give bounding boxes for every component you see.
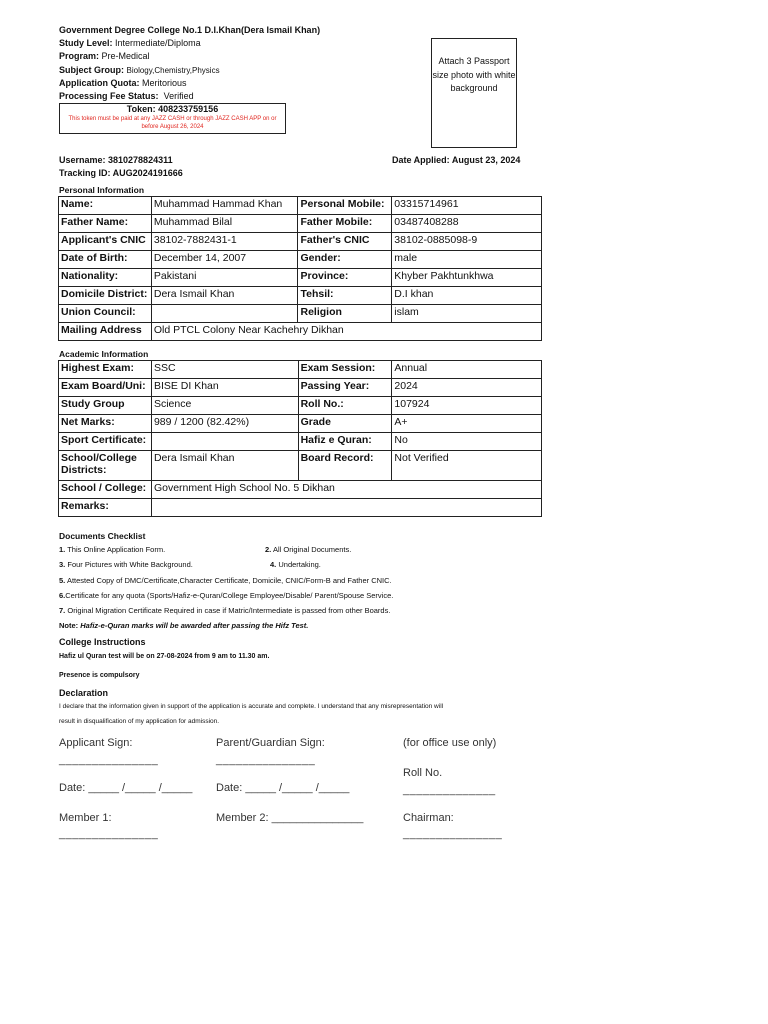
field-value: Annual (392, 361, 542, 379)
field-value: December 14, 2007 (151, 251, 298, 269)
field-label: Union Council: (59, 305, 152, 323)
field-value: A+ (392, 415, 542, 433)
photo-placeholder: Attach 3 Passport size photo with white background (431, 38, 517, 148)
field-label: Exam Session: (298, 361, 392, 379)
field-value: SSC (151, 361, 298, 379)
academic-info-table (58, 360, 542, 517)
username: Username: 3810278824311 (59, 155, 173, 165)
field-value: 38102-7882431-1 (151, 233, 298, 251)
personal-info-title: Personal Information (59, 185, 145, 195)
table-row (59, 499, 542, 517)
mailing-label: Mailing Address (59, 323, 152, 341)
token-title: Token: 408233759156 (126, 104, 219, 114)
table-row (59, 379, 542, 397)
field-value (151, 305, 298, 323)
checklist-item-6: 6.Certificate for any quota (Sports/Hafiz-e-Quran/College Employee/Disable/ Parent/Spouse Service. (59, 591, 394, 600)
checklist-item-7: 7. Original Migration Certificate Required in case if Matric/Intermediate is passed from other Boards. (59, 606, 391, 615)
field-value: 989 / 1200 (82.42%) (151, 415, 298, 433)
field-value: islam (392, 305, 542, 323)
member-1-label: Member 1: (59, 812, 112, 824)
token-box (59, 103, 286, 134)
field-label: Sport Certificate: (59, 433, 152, 451)
field-label: Exam Board/Uni: (59, 379, 152, 397)
remarks-label: Remarks: (59, 499, 152, 517)
field-value: 107924 (392, 397, 542, 415)
field-label: Grade (298, 415, 392, 433)
checklist-item-1: 1. This Online Application Form. (59, 545, 166, 554)
member-2-label: Member 2: _______________ (216, 812, 364, 824)
study-level: Study Level: Intermediate/Diploma (59, 38, 201, 48)
school-value: Government High School No. 5 Dikhan (151, 481, 541, 499)
mailing-value: Old PTCL Colony Near Kachehry Dikhan (151, 323, 541, 341)
table-row (59, 415, 542, 433)
field-label: Net Marks: (59, 415, 152, 433)
table-row (59, 481, 542, 499)
instructions-line-1: Hafiz ul Quran test will be on 27-08-2024 from 9 am to 11.30 am. (59, 653, 270, 660)
field-value: Dera Ismail Khan (151, 451, 298, 481)
remarks-value (151, 499, 541, 517)
field-label: Province: (298, 269, 392, 287)
field-value (151, 433, 298, 451)
table-row (59, 361, 542, 379)
token-note: This token must be paid at any JAZZ CASH or through JAZZ CASH APP on or before August 26, 2024 (68, 116, 277, 130)
field-value: Science (151, 397, 298, 415)
field-label: Father's CNIC (298, 233, 392, 251)
table-row (59, 433, 542, 451)
date-applied: Date Applied: August 23, 2024 (392, 155, 521, 165)
field-label: Nationality: (59, 269, 152, 287)
chairman-line: _______________ (403, 828, 503, 840)
field-value: male (392, 251, 542, 269)
table-row (59, 269, 542, 287)
field-label: Religion (298, 305, 392, 323)
table-row (59, 305, 542, 323)
field-value: BISE DI Khan (151, 379, 298, 397)
declaration-title: Declaration (59, 688, 109, 698)
field-label: Hafiz e Quran: (298, 433, 392, 451)
field-value: Muhammad Bilal (151, 215, 298, 233)
parent-sign-line: _______________ (216, 754, 316, 766)
applicant-sign-line: _______________ (59, 754, 159, 766)
field-value: 38102-0885098-9 (392, 233, 542, 251)
member-1-line: _______________ (59, 828, 159, 840)
table-row (59, 197, 542, 215)
checklist-item-2: 2. All Original Documents. (265, 545, 352, 554)
field-value: 2024 (392, 379, 542, 397)
table-row (59, 287, 542, 305)
field-label: Father Mobile: (298, 215, 392, 233)
table-row (59, 451, 542, 481)
field-value: Muhammad Hammad Khan (151, 197, 298, 215)
date-field-2: Date: _____ /_____ /_____ (216, 782, 350, 794)
fee-status: Processing Fee Status: Verified (59, 91, 194, 101)
roll-no-line: ______________ (403, 784, 496, 796)
office-use-label: (for office use only) (403, 737, 497, 749)
field-label: Roll No.: (298, 397, 392, 415)
field-label: Highest Exam: (59, 361, 152, 379)
subject-group: Subject Group: Biology,Chemistry,Physics (59, 65, 220, 75)
parent-sign-label: Parent/Guardian Sign: (216, 737, 325, 749)
checklist-item-4: 4. Undertaking. (270, 560, 321, 569)
field-value: Not Verified (392, 451, 542, 481)
tracking-id: Tracking ID: AUG2024191666 (59, 168, 183, 178)
field-value: Pakistani (151, 269, 298, 287)
checklist-item-5: 5. Attested Copy of DMC/Certificate,Character Certificate, Domicile, CNIC/Form-B and Father CNIC. (59, 576, 392, 585)
field-label: School/College Districts: (59, 451, 152, 481)
field-label: Tehsil: (298, 287, 392, 305)
field-value: 03315714961 (392, 197, 542, 215)
field-label: Gender: (298, 251, 392, 269)
checklist-title: Documents Checklist (59, 531, 146, 541)
college-name: Government Degree College No.1 D.I.Khan(Dera Ismail Khan) (59, 25, 321, 35)
application-quota: Application Quota: Meritorious (59, 78, 187, 88)
field-value: No (392, 433, 542, 451)
table-row (59, 215, 542, 233)
table-row (59, 397, 542, 415)
table-row (59, 323, 542, 341)
field-label: Name: (59, 197, 152, 215)
declaration-line-1: I declare that the information given in support of the application is accurate and complete. I understand that any misrepresentation will (59, 703, 444, 710)
declaration-line-2: result in disqualification of my application for admission. (59, 718, 220, 725)
instructions-title: College Instructions (59, 637, 146, 647)
academic-info-title: Academic Information (59, 349, 149, 359)
field-label: Passing Year: (298, 379, 392, 397)
table-row (59, 251, 542, 269)
applicant-sign-label: Applicant Sign: (59, 737, 133, 749)
chairman-label: Chairman: (403, 812, 454, 824)
field-label: Board Record: (298, 451, 392, 481)
field-label: Domicile District: (59, 287, 152, 305)
program: Program: Pre-Medical (59, 51, 150, 61)
checklist-note: Note: Hafiz-e-Quran marks will be awarded after passing the Hifz Test. (59, 621, 309, 630)
field-label: Date of Birth: (59, 251, 152, 269)
school-label: School / College: (59, 481, 152, 499)
instructions-line-2: Presence is compulsory (59, 672, 140, 679)
field-value: Dera Ismail Khan (151, 287, 298, 305)
field-value: Khyber Pakhtunkhwa (392, 269, 542, 287)
date-field-1: Date: _____ /_____ /_____ (59, 782, 193, 794)
personal-info-table (58, 196, 542, 341)
field-value: 03487408288 (392, 215, 542, 233)
field-label: Personal Mobile: (298, 197, 392, 215)
field-label: Applicant's CNIC (59, 233, 152, 251)
table-row (59, 233, 542, 251)
field-label: Father Name: (59, 215, 152, 233)
checklist-item-3: 3. Four Pictures with White Background. (59, 560, 193, 569)
field-value: D.I khan (392, 287, 542, 305)
roll-no-label: Roll No. (403, 767, 443, 779)
field-label: Study Group (59, 397, 152, 415)
